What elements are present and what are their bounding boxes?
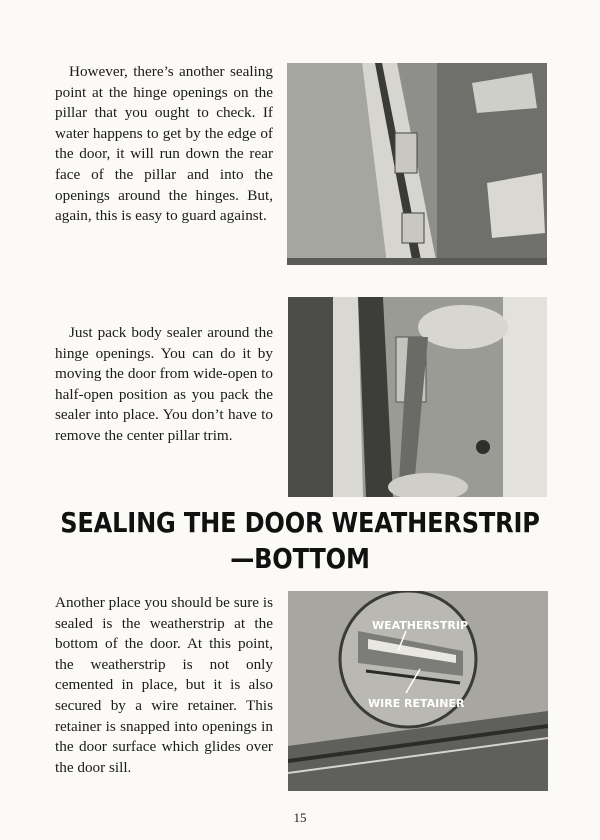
label-wire-retainer: WIRE RETAINER bbox=[368, 697, 465, 710]
photo-weatherstrip-detail bbox=[288, 591, 548, 791]
page-number: 15 bbox=[293, 810, 307, 825]
paragraph-hinge-openings: However, there’s another sealing point at the hinge openings on the pillar that you ought to check. If water happens to get by the edge of the door, it will run down the rear face of the pillar and into the openings around the hinges. But, again, this is easy to guard against. bbox=[55, 63, 273, 225]
section-heading-line2: —BOTTOM bbox=[230, 542, 370, 575]
paragraph-pack-body-sealer: Just pack body sealer around the hinge openings. You can do it by moving the door from wide-open to half-open position as you pack the sealer into place. You don’t have to remove the center pillar trim. bbox=[55, 324, 273, 444]
photo-hinge-pillar bbox=[287, 63, 547, 265]
section-heading-line1: SEALING THE DOOR WEATHERSTRIP bbox=[60, 506, 540, 539]
paragraph-weatherstrip-bottom: Another place you should be sure is sealed is the weatherstrip at the bottom of the door. At this point, the weatherstrip is not only cemented in place, but it is also secured by a wire retainer. This retainer is snapped into openings in the door surface which glides over the door sill. bbox=[55, 594, 273, 776]
photo-packing-sealer bbox=[288, 297, 547, 497]
label-weatherstrip: WEATHERSTRIP bbox=[372, 619, 469, 632]
